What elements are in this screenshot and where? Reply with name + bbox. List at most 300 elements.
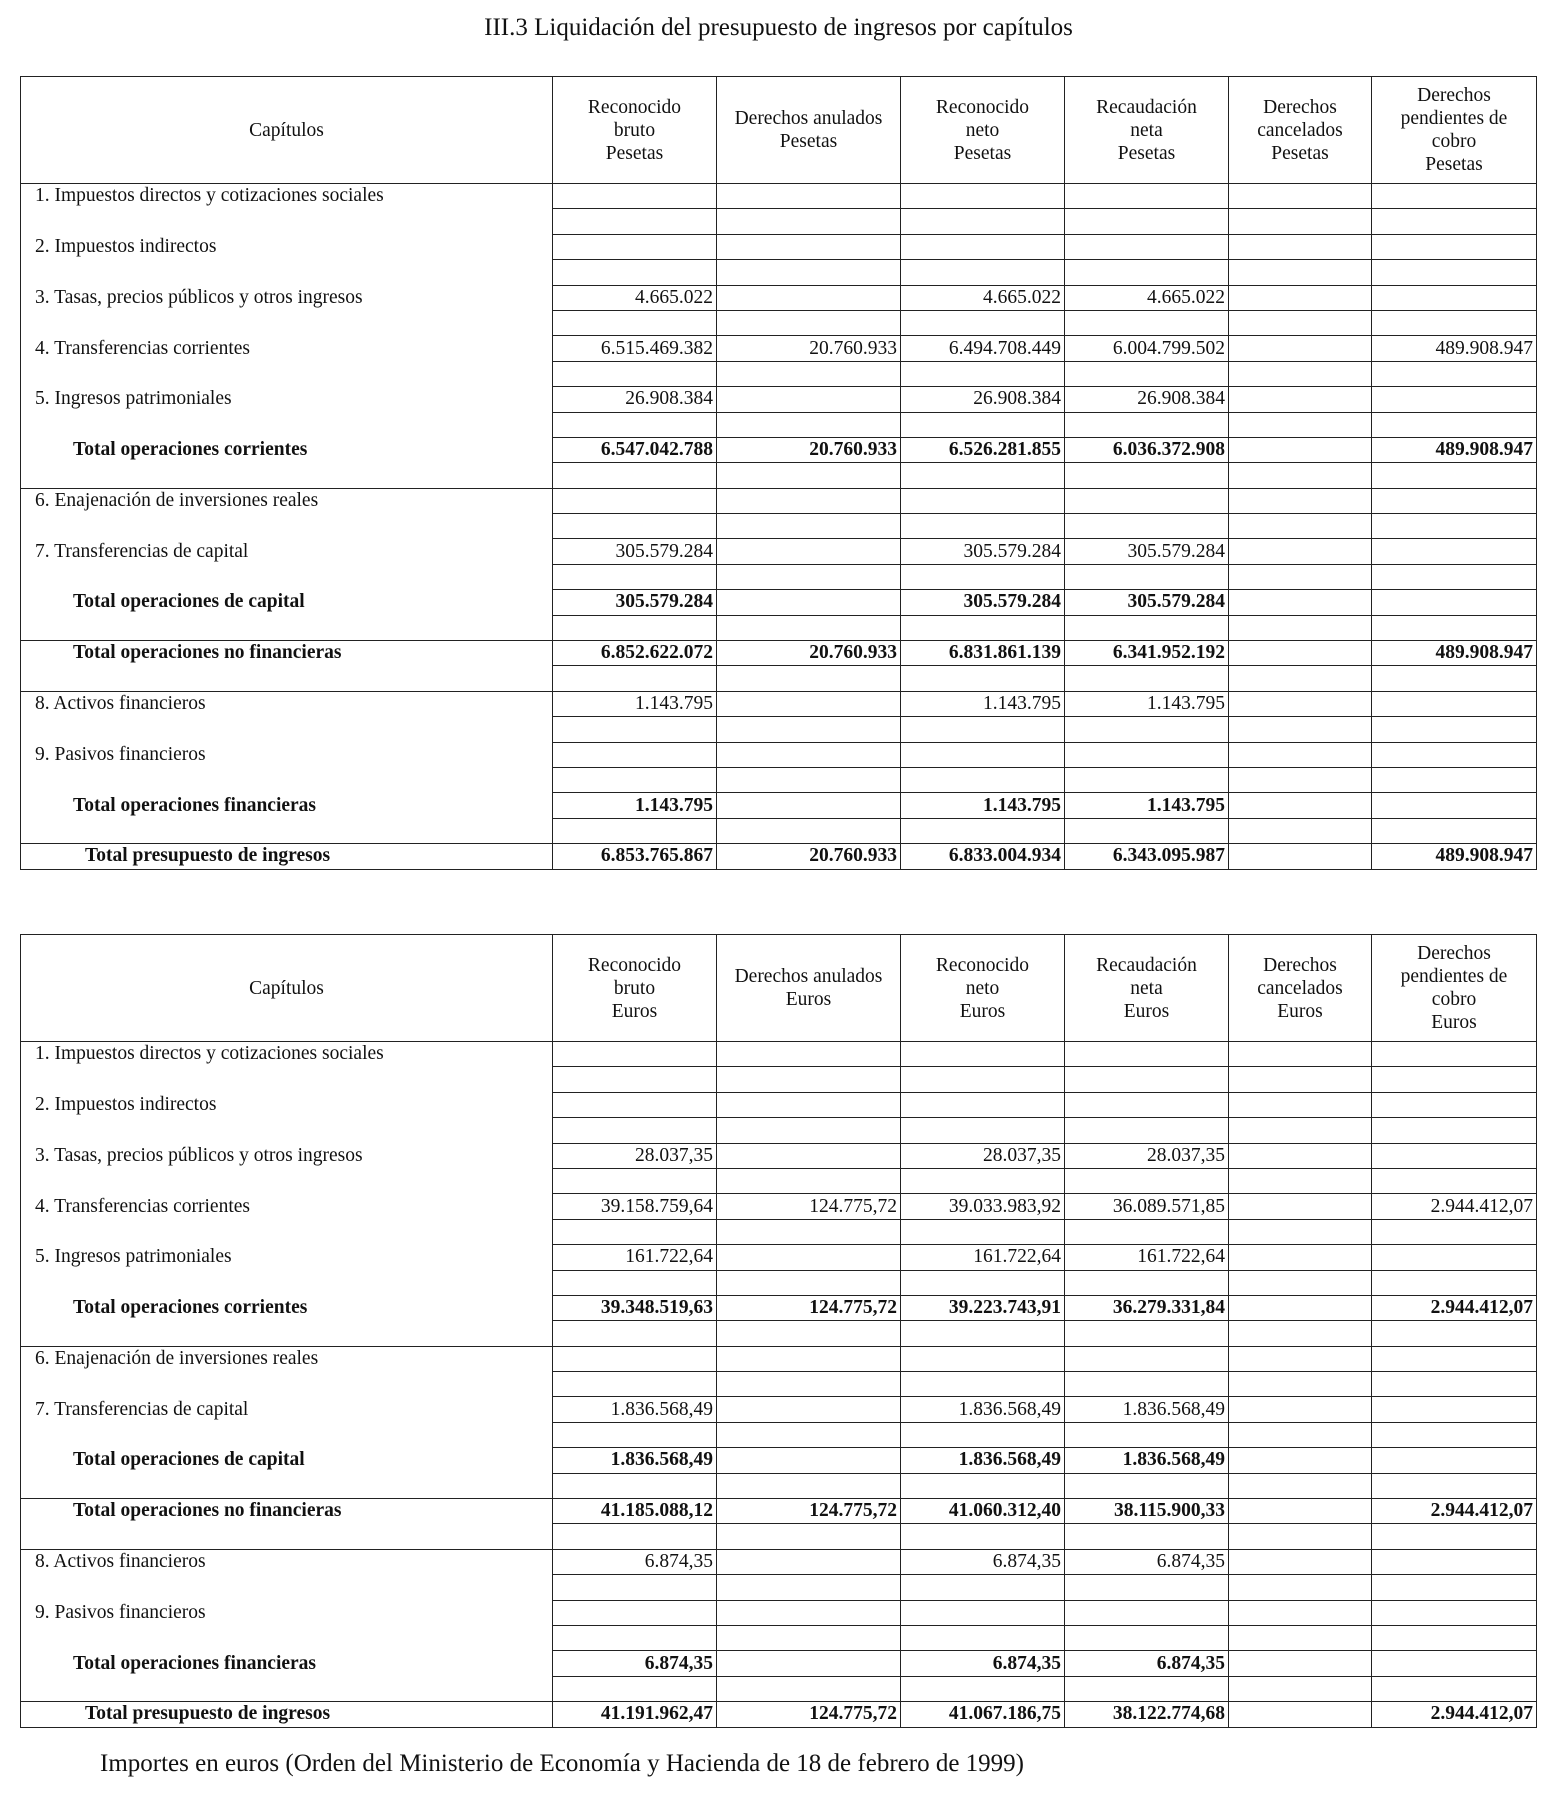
- empty-cell: [901, 1575, 1065, 1600]
- amount-cell: 305.579.284: [901, 539, 1065, 564]
- empty-cell: [553, 1067, 717, 1092]
- amount-cell: 305.579.284: [553, 539, 717, 564]
- amount-cell: 6.874,35: [553, 1549, 717, 1574]
- amount-cell: 305.579.284: [553, 590, 717, 615]
- amount-cell: 2.944.412,07: [1372, 1295, 1537, 1320]
- empty-cell: [21, 615, 553, 640]
- empty-cell: [1065, 1270, 1229, 1295]
- empty-cell: [21, 564, 553, 589]
- empty-cell: [717, 1372, 901, 1397]
- amount-cell: [1229, 1295, 1372, 1320]
- amount-cell: [1372, 184, 1537, 209]
- amount-cell: 41.191.962,47: [553, 1702, 717, 1727]
- empty-cell: [901, 1676, 1065, 1701]
- empty-cell: [1229, 1067, 1372, 1092]
- empty-cell: [21, 1575, 553, 1600]
- amount-cell: 6.547.042.788: [553, 437, 717, 462]
- chapter-label: 4. Transferencias corrientes: [21, 336, 553, 361]
- amount-cell: 124.775,72: [717, 1702, 901, 1727]
- chapter-label: 3. Tasas, precios públicos y otros ingresos: [21, 285, 553, 310]
- column-header: Derechos pendientes de cobro Euros: [1372, 935, 1537, 1042]
- empty-cell: [717, 615, 901, 640]
- empty-cell: [1065, 1625, 1229, 1650]
- amount-cell: 41.185.088,12: [553, 1499, 717, 1524]
- amount-cell: 1.836.568,49: [901, 1448, 1065, 1473]
- empty-cell: [717, 1067, 901, 1092]
- empty-cell: [1065, 463, 1229, 488]
- amount-cell: 2.944.412,07: [1372, 1499, 1537, 1524]
- empty-cell: [553, 514, 717, 539]
- amount-cell: [553, 1042, 717, 1067]
- spacer-row: [21, 209, 1537, 234]
- empty-cell: [901, 1625, 1065, 1650]
- amount-cell: 489.908.947: [1372, 641, 1537, 666]
- amount-cell: 1.836.568,49: [553, 1448, 717, 1473]
- empty-cell: [1372, 1270, 1537, 1295]
- empty-cell: [901, 1219, 1065, 1244]
- empty-cell: [717, 1524, 901, 1549]
- empty-cell: [1229, 1219, 1372, 1244]
- empty-cell: [553, 615, 717, 640]
- amount-cell: 305.579.284: [1065, 590, 1229, 615]
- empty-cell: [21, 1473, 553, 1498]
- empty-cell: [1372, 717, 1537, 742]
- empty-cell: [1372, 1067, 1537, 1092]
- amount-cell: 28.037,35: [553, 1143, 717, 1168]
- empty-cell: [901, 666, 1065, 691]
- empty-cell: [1229, 1270, 1372, 1295]
- amount-cell: [1229, 1549, 1372, 1574]
- empty-cell: [717, 1219, 901, 1244]
- empty-cell: [21, 260, 553, 285]
- amount-cell: [1372, 1143, 1537, 1168]
- page-title: III.3 Liquidación del presupuesto de ingresos por capítulos: [484, 14, 1073, 41]
- amount-cell: [1372, 1397, 1537, 1422]
- amount-cell: 6.833.004.934: [901, 844, 1065, 869]
- amount-cell: [901, 1042, 1065, 1067]
- amount-cell: 39.033.983,92: [901, 1194, 1065, 1219]
- amount-cell: 1.836.568,49: [1065, 1397, 1229, 1422]
- empty-cell: [1065, 1676, 1229, 1701]
- table-row: [21, 1194, 1537, 1219]
- empty-cell: [21, 1270, 553, 1295]
- empty-cell: [717, 1168, 901, 1193]
- total-row: [21, 437, 1537, 462]
- empty-cell: [717, 666, 901, 691]
- amount-cell: [1229, 234, 1372, 259]
- spacer-row: [21, 564, 1537, 589]
- empty-cell: [901, 1473, 1065, 1498]
- empty-cell: [1229, 1575, 1372, 1600]
- empty-cell: [717, 463, 901, 488]
- empty-cell: [717, 818, 901, 843]
- amount-cell: 6.515.469.382: [553, 336, 717, 361]
- empty-cell: [901, 1067, 1065, 1092]
- empty-cell: [21, 1219, 553, 1244]
- total-row: [21, 1702, 1537, 1727]
- empty-cell: [717, 1575, 901, 1600]
- empty-cell: [553, 361, 717, 386]
- amount-cell: [717, 184, 901, 209]
- empty-cell: [1372, 260, 1537, 285]
- empty-cell: [1372, 1422, 1537, 1447]
- amount-cell: [1372, 691, 1537, 716]
- table-row: [21, 1245, 1537, 1270]
- amount-cell: 124.775,72: [717, 1194, 901, 1219]
- spacer-row: [21, 666, 1537, 691]
- amount-cell: 2.944.412,07: [1372, 1702, 1537, 1727]
- empty-cell: [1372, 666, 1537, 691]
- amount-cell: 4.665.022: [1065, 285, 1229, 310]
- empty-cell: [717, 717, 901, 742]
- amount-cell: [1229, 437, 1372, 462]
- empty-cell: [553, 1473, 717, 1498]
- empty-cell: [717, 1270, 901, 1295]
- total-row: [21, 1448, 1537, 1473]
- empty-cell: [553, 1168, 717, 1193]
- table-row: [21, 539, 1537, 564]
- amount-cell: [1229, 1600, 1372, 1625]
- amount-cell: [1229, 1042, 1372, 1067]
- amount-cell: 26.908.384: [553, 387, 717, 412]
- empty-cell: [21, 412, 553, 437]
- empty-cell: [21, 1321, 553, 1346]
- empty-cell: [1065, 767, 1229, 792]
- table-row: [21, 234, 1537, 259]
- empty-cell: [1372, 615, 1537, 640]
- column-header: Reconocido neto Pesetas: [901, 77, 1065, 184]
- empty-cell: [1229, 767, 1372, 792]
- amount-cell: [1229, 793, 1372, 818]
- empty-cell: [1372, 1524, 1537, 1549]
- amount-cell: [1065, 1042, 1229, 1067]
- amount-cell: 39.223.743,91: [901, 1295, 1065, 1320]
- amount-cell: 6.874,35: [901, 1651, 1065, 1676]
- empty-cell: [717, 310, 901, 335]
- amount-cell: [1372, 742, 1537, 767]
- amount-cell: [553, 742, 717, 767]
- chapter-label: 7. Transferencias de capital: [21, 1397, 553, 1422]
- empty-cell: [1229, 209, 1372, 234]
- empty-cell: [901, 564, 1065, 589]
- amount-cell: 489.908.947: [1372, 336, 1537, 361]
- amount-cell: [1065, 488, 1229, 513]
- empty-cell: [717, 767, 901, 792]
- empty-cell: [1372, 361, 1537, 386]
- amount-cell: 1.143.795: [553, 691, 717, 716]
- empty-cell: [901, 361, 1065, 386]
- amount-cell: [1229, 1194, 1372, 1219]
- chapter-label: Total presupuesto de ingresos: [21, 844, 553, 869]
- amount-cell: [1372, 1245, 1537, 1270]
- empty-cell: [1372, 564, 1537, 589]
- empty-cell: [717, 1676, 901, 1701]
- amount-cell: [1065, 1600, 1229, 1625]
- amount-cell: [717, 539, 901, 564]
- amount-cell: [1229, 1448, 1372, 1473]
- amount-cell: [1229, 1397, 1372, 1422]
- amount-cell: 36.279.331,84: [1065, 1295, 1229, 1320]
- empty-cell: [1372, 1625, 1537, 1650]
- spacer-row: [21, 1118, 1537, 1143]
- empty-cell: [1065, 412, 1229, 437]
- chapter-label: Total operaciones de capital: [21, 1448, 553, 1473]
- column-header: Reconocido neto Euros: [901, 935, 1065, 1042]
- amount-cell: [1229, 844, 1372, 869]
- empty-cell: [1065, 1321, 1229, 1346]
- table-row: [21, 1397, 1537, 1422]
- spacer-row: [21, 818, 1537, 843]
- column-header: Recaudación neta Euros: [1065, 935, 1229, 1042]
- empty-cell: [1229, 1524, 1372, 1549]
- footnote: Importes en euros (Orden del Ministerio de Economía y Hacienda de 18 de febrero de 1999): [100, 1750, 1024, 1777]
- spacer-row: [21, 1524, 1537, 1549]
- empty-cell: [717, 1422, 901, 1447]
- empty-cell: [1229, 310, 1372, 335]
- spacer-row: [21, 1676, 1537, 1701]
- amount-cell: 124.775,72: [717, 1295, 901, 1320]
- chapter-label: Total operaciones no financieras: [21, 1499, 553, 1524]
- empty-cell: [1065, 310, 1229, 335]
- chapter-label: 1. Impuestos directos y cotizaciones sociales: [21, 1042, 553, 1067]
- amount-cell: [717, 1600, 901, 1625]
- chapter-label: 9. Pasivos financieros: [21, 1600, 553, 1625]
- amount-cell: [1372, 1600, 1537, 1625]
- empty-cell: [553, 1372, 717, 1397]
- empty-cell: [553, 1625, 717, 1650]
- empty-cell: [1229, 412, 1372, 437]
- empty-cell: [1065, 1118, 1229, 1143]
- column-header: Derechos pendientes de cobro Pesetas: [1372, 77, 1537, 184]
- empty-cell: [21, 463, 553, 488]
- amount-cell: [717, 1346, 901, 1371]
- table-row: [21, 336, 1537, 361]
- empty-cell: [901, 463, 1065, 488]
- empty-cell: [21, 209, 553, 234]
- chapter-label: 2. Impuestos indirectos: [21, 1092, 553, 1117]
- amount-cell: 2.944.412,07: [1372, 1194, 1537, 1219]
- spacer-row: [21, 463, 1537, 488]
- empty-cell: [1065, 1575, 1229, 1600]
- empty-cell: [553, 463, 717, 488]
- empty-cell: [901, 1422, 1065, 1447]
- empty-cell: [1372, 412, 1537, 437]
- amount-cell: 6.874,35: [1065, 1651, 1229, 1676]
- amount-cell: [1229, 488, 1372, 513]
- pesetas-table: [20, 76, 1537, 870]
- amount-cell: [1229, 691, 1372, 716]
- amount-cell: 6.874,35: [901, 1549, 1065, 1574]
- amount-cell: [717, 590, 901, 615]
- amount-cell: 1.143.795: [1065, 793, 1229, 818]
- amount-cell: [1229, 641, 1372, 666]
- empty-cell: [1372, 767, 1537, 792]
- empty-cell: [1229, 1473, 1372, 1498]
- amount-cell: [1229, 742, 1372, 767]
- spacer-row: [21, 514, 1537, 539]
- amount-cell: [717, 1143, 901, 1168]
- empty-cell: [1229, 361, 1372, 386]
- empty-cell: [553, 412, 717, 437]
- empty-cell: [1229, 1321, 1372, 1346]
- table-row: [21, 691, 1537, 716]
- spacer-row: [21, 1625, 1537, 1650]
- empty-cell: [553, 209, 717, 234]
- column-header: Derechos anulados Pesetas: [717, 77, 901, 184]
- table-row: [21, 488, 1537, 513]
- spacer-row: [21, 1575, 1537, 1600]
- empty-cell: [1372, 818, 1537, 843]
- table-row: [21, 285, 1537, 310]
- amount-cell: [901, 742, 1065, 767]
- total-row: [21, 1651, 1537, 1676]
- amount-cell: 1.143.795: [901, 691, 1065, 716]
- amount-cell: 28.037,35: [901, 1143, 1065, 1168]
- amount-cell: [1229, 1346, 1372, 1371]
- empty-cell: [1229, 1422, 1372, 1447]
- empty-cell: [901, 209, 1065, 234]
- empty-cell: [1372, 1676, 1537, 1701]
- amount-cell: 41.060.312,40: [901, 1499, 1065, 1524]
- amount-cell: [1229, 1092, 1372, 1117]
- spacer-row: [21, 1168, 1537, 1193]
- chapter-label: Total operaciones no financieras: [21, 641, 553, 666]
- chapter-label: 6. Enajenación de inversiones reales: [21, 488, 553, 513]
- amount-cell: [1065, 184, 1229, 209]
- empty-cell: [1372, 1168, 1537, 1193]
- euros-table: [20, 934, 1537, 1728]
- spacer-row: [21, 717, 1537, 742]
- amount-cell: 20.760.933: [717, 437, 901, 462]
- empty-cell: [1372, 1372, 1537, 1397]
- empty-cell: [717, 1625, 901, 1650]
- amount-cell: 305.579.284: [901, 590, 1065, 615]
- amount-cell: 305.579.284: [1065, 539, 1229, 564]
- amount-cell: [1372, 539, 1537, 564]
- spacer-row: [21, 361, 1537, 386]
- table-row: [21, 1092, 1537, 1117]
- column-header: Reconocido bruto Pesetas: [553, 77, 717, 184]
- amount-cell: 1.836.568,49: [1065, 1448, 1229, 1473]
- amount-cell: [717, 1042, 901, 1067]
- header-row: [21, 935, 1537, 1042]
- empty-cell: [553, 1676, 717, 1701]
- amount-cell: [901, 1600, 1065, 1625]
- amount-cell: [717, 1397, 901, 1422]
- empty-cell: [1372, 1219, 1537, 1244]
- amount-cell: 36.089.571,85: [1065, 1194, 1229, 1219]
- amount-cell: [901, 488, 1065, 513]
- chapter-label: Total presupuesto de ingresos: [21, 1702, 553, 1727]
- empty-cell: [1065, 564, 1229, 589]
- amount-cell: [1229, 539, 1372, 564]
- empty-cell: [901, 767, 1065, 792]
- chapter-label: Total operaciones financieras: [21, 793, 553, 818]
- amount-cell: 124.775,72: [717, 1499, 901, 1524]
- spacer-row: [21, 310, 1537, 335]
- spacer-row: [21, 1270, 1537, 1295]
- amount-cell: [1065, 1092, 1229, 1117]
- empty-cell: [1065, 1372, 1229, 1397]
- amount-cell: [1229, 1651, 1372, 1676]
- total-row: [21, 793, 1537, 818]
- empty-cell: [1372, 310, 1537, 335]
- amount-cell: [1372, 1092, 1537, 1117]
- empty-cell: [1229, 463, 1372, 488]
- empty-cell: [717, 1473, 901, 1498]
- amount-cell: [1372, 1448, 1537, 1473]
- chapter-label: Total operaciones corrientes: [21, 437, 553, 462]
- amount-cell: [1229, 1143, 1372, 1168]
- amount-cell: [1372, 590, 1537, 615]
- empty-cell: [1229, 564, 1372, 589]
- amount-cell: 1.836.568,49: [901, 1397, 1065, 1422]
- amount-cell: [1065, 1346, 1229, 1371]
- amount-cell: 1.143.795: [901, 793, 1065, 818]
- spacer-row: [21, 767, 1537, 792]
- empty-cell: [1065, 260, 1229, 285]
- empty-cell: [1229, 1676, 1372, 1701]
- empty-cell: [1229, 1625, 1372, 1650]
- empty-cell: [1229, 1168, 1372, 1193]
- spacer-row: [21, 412, 1537, 437]
- empty-cell: [21, 310, 553, 335]
- amount-cell: [1372, 1549, 1537, 1574]
- empty-cell: [1229, 818, 1372, 843]
- amount-cell: [717, 1092, 901, 1117]
- amount-cell: [1372, 1651, 1537, 1676]
- empty-cell: [553, 310, 717, 335]
- total-row: [21, 1295, 1537, 1320]
- chapter-label: 5. Ingresos patrimoniales: [21, 1245, 553, 1270]
- empty-cell: [901, 1168, 1065, 1193]
- empty-cell: [1229, 260, 1372, 285]
- empty-cell: [901, 412, 1065, 437]
- spacer-row: [21, 1321, 1537, 1346]
- amount-cell: 6.036.372.908: [1065, 437, 1229, 462]
- empty-cell: [1372, 1321, 1537, 1346]
- column-header: Capítulos: [21, 935, 553, 1042]
- empty-cell: [717, 1118, 901, 1143]
- empty-cell: [901, 818, 1065, 843]
- empty-cell: [1372, 209, 1537, 234]
- amount-cell: [717, 488, 901, 513]
- amount-cell: [553, 1092, 717, 1117]
- column-header: Derechos anulados Euros: [717, 935, 901, 1042]
- amount-cell: [1229, 387, 1372, 412]
- amount-cell: 6.494.708.449: [901, 336, 1065, 361]
- amount-cell: [717, 387, 901, 412]
- empty-cell: [901, 260, 1065, 285]
- empty-cell: [1065, 717, 1229, 742]
- column-header: Derechos cancelados Pesetas: [1229, 77, 1372, 184]
- amount-cell: [901, 234, 1065, 259]
- amount-cell: [1229, 336, 1372, 361]
- amount-cell: 6.341.952.192: [1065, 641, 1229, 666]
- amount-cell: 161.722,64: [1065, 1245, 1229, 1270]
- amount-cell: [717, 234, 901, 259]
- amount-cell: 6.874,35: [553, 1651, 717, 1676]
- amount-cell: [553, 488, 717, 513]
- empty-cell: [553, 717, 717, 742]
- empty-cell: [21, 1067, 553, 1092]
- amount-cell: 161.722,64: [553, 1245, 717, 1270]
- empty-cell: [901, 310, 1065, 335]
- empty-cell: [1229, 1372, 1372, 1397]
- amount-cell: 6.853.765.867: [553, 844, 717, 869]
- table-row: [21, 1346, 1537, 1371]
- column-header: Capítulos: [21, 77, 553, 184]
